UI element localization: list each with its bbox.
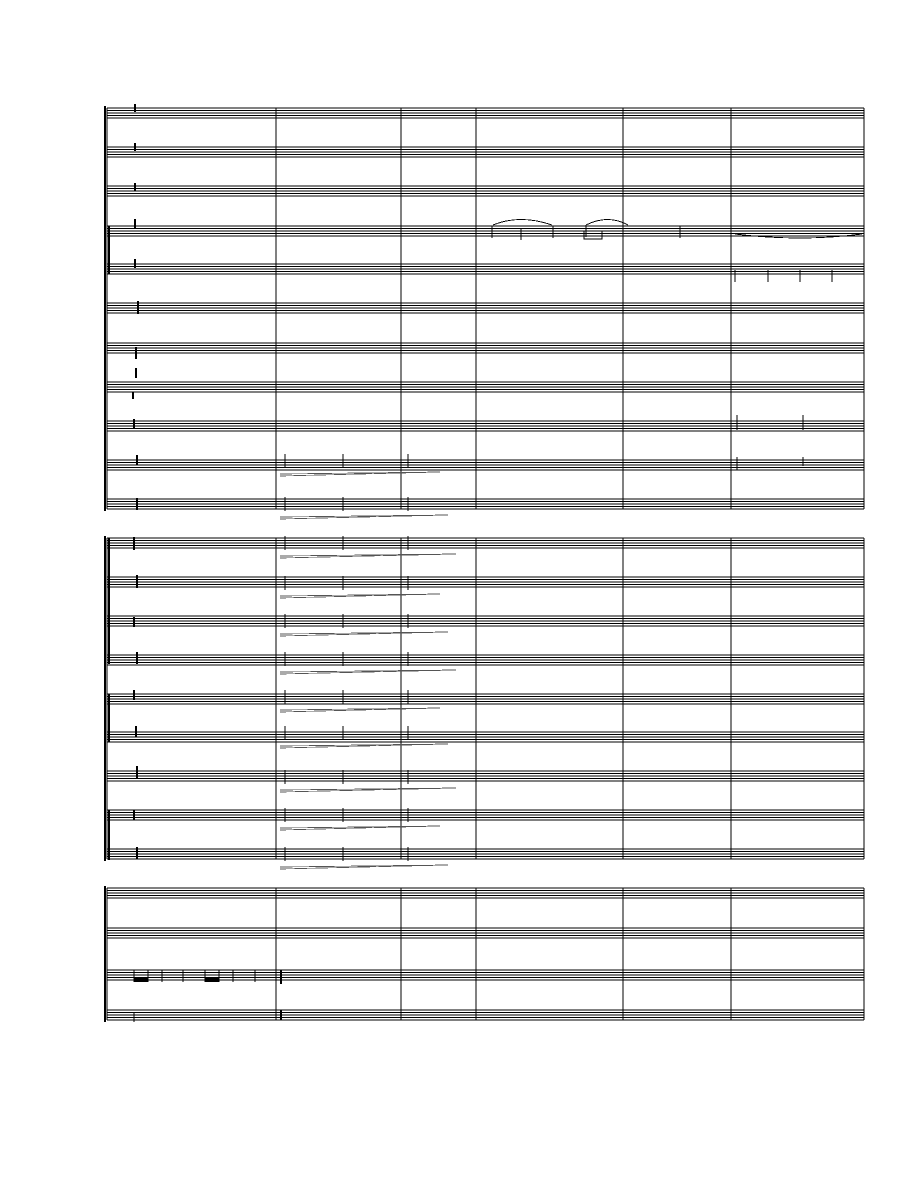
hairpin [280, 826, 440, 830]
hairpin [280, 670, 456, 674]
hairpin [280, 788, 456, 792]
staves [107, 108, 864, 1020]
notation-marks [133, 104, 862, 1022]
beamed-notes [584, 231, 602, 239]
hairpin [280, 744, 448, 748]
hairpin [280, 865, 448, 869]
hairpin [280, 472, 440, 476]
hairpin [280, 515, 448, 519]
slur [493, 220, 552, 226]
slur [586, 220, 628, 226]
hairpin [280, 708, 440, 712]
hairpin [280, 554, 456, 558]
beam [205, 978, 219, 982]
beam [134, 978, 148, 982]
barlines [107, 108, 864, 1020]
hairpin [280, 594, 440, 598]
hairpin [280, 632, 448, 636]
